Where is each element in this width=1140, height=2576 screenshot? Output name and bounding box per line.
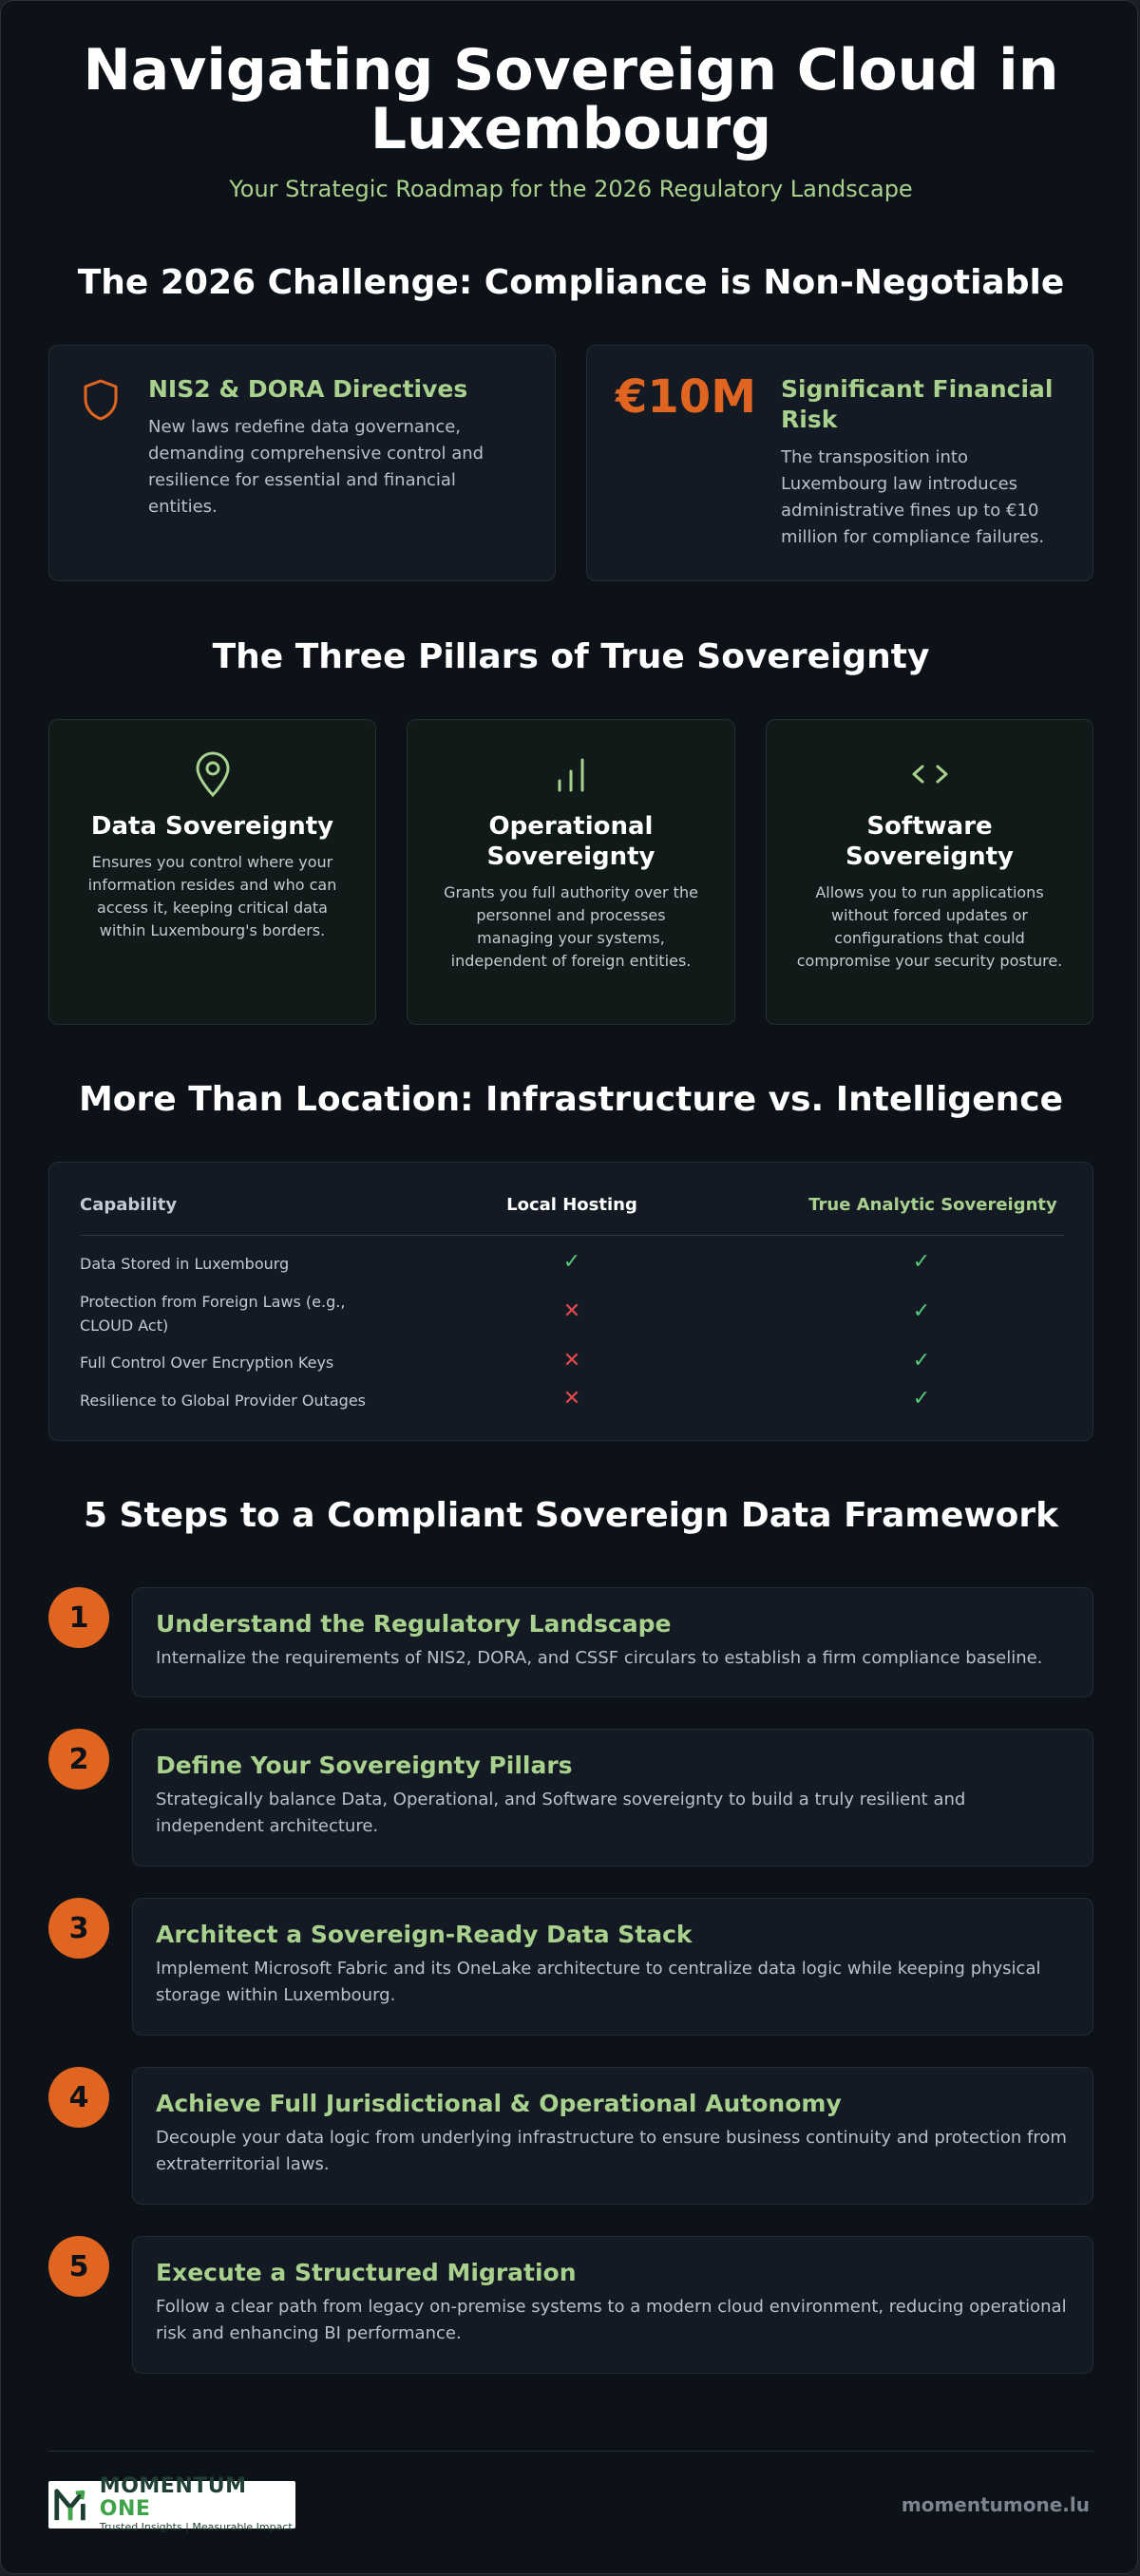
pillar-data-sovereignty bbox=[48, 719, 376, 1025]
comparison-heading: More Than Location: Infrastructure vs. Intelligence bbox=[78, 1080, 1064, 1119]
check-icon: ✓ bbox=[912, 1250, 931, 1274]
card-text: New laws redefine data governance, demanding comprehensive control and resilience for essential and financial entities. bbox=[148, 417, 484, 517]
check-icon: ✓ bbox=[562, 1250, 581, 1274]
pillar-title: Software Sovereignty bbox=[845, 812, 1015, 871]
cross-icon: ✕ bbox=[562, 1387, 581, 1411]
page-title: Navigating Sovereign Cloud in Luxembourg bbox=[83, 37, 1059, 162]
table-row bbox=[80, 1290, 1064, 1343]
step-card bbox=[132, 2067, 1093, 2205]
code-icon bbox=[767, 750, 1092, 800]
step-card bbox=[132, 1898, 1093, 2036]
row-capability: Full Control Over Encryption Keys bbox=[80, 1354, 334, 1372]
step-number-badge: 4 bbox=[48, 2067, 109, 2128]
card-title: Significant Financial Risk bbox=[781, 375, 1054, 433]
step-card bbox=[132, 2236, 1093, 2374]
column-header-local-hosting: Local Hosting bbox=[506, 1195, 637, 1215]
pillar-title: Operational Sovereignty bbox=[486, 812, 656, 871]
step-title: Achieve Full Jurisdictional & Operational Autonomy bbox=[156, 2090, 842, 2117]
pillar-software-sovereignty bbox=[766, 719, 1093, 1025]
cross-icon: ✕ bbox=[562, 1299, 581, 1323]
financial-risk-card bbox=[586, 345, 1093, 581]
step-card bbox=[132, 1587, 1093, 1697]
pillar-text: Ensures you control where your information resides and who can access it, keeping critical data within Luxembourg's borders. bbox=[87, 853, 337, 939]
step-number-badge: 5 bbox=[48, 2236, 109, 2297]
fine-amount: €10M bbox=[616, 370, 756, 424]
bar-chart-icon bbox=[408, 750, 734, 800]
steps-heading: 5 Steps to a Compliant Sovereign Data Framework bbox=[83, 1496, 1059, 1535]
logo-name bbox=[100, 2475, 295, 2521]
footer-divider bbox=[48, 2451, 1093, 2452]
table-row bbox=[80, 1389, 1064, 1417]
table-row bbox=[80, 1252, 1064, 1280]
pillar-title: Data Sovereignty bbox=[90, 812, 334, 841]
logo-name-a: MOMENTUM bbox=[99, 2474, 247, 2498]
row-capability: Resilience to Global Provider Outages bbox=[80, 1392, 367, 1410]
cross-icon: ✕ bbox=[562, 1349, 581, 1373]
website-link[interactable]: momentumone.lu bbox=[901, 2493, 1090, 2516]
step-number-badge: 2 bbox=[48, 1729, 109, 1790]
location-pin-icon bbox=[49, 750, 375, 800]
step-text: Follow a clear path from legacy on-premise systems to a modern cloud environment, reducing operational risk and enhancing BI performance. bbox=[156, 2297, 1067, 2343]
check-icon: ✓ bbox=[912, 1299, 931, 1323]
step-title: Execute a Structured Migration bbox=[156, 2259, 577, 2286]
step-number-badge: 1 bbox=[48, 1587, 109, 1648]
shield-icon bbox=[82, 378, 120, 426]
column-header-capability: Capability bbox=[80, 1195, 178, 1215]
step-card bbox=[132, 1729, 1093, 1866]
step-title: Define Your Sovereignty Pillars bbox=[156, 1752, 573, 1779]
page-subtitle: Your Strategic Roadmap for the 2026 Regulatory Landscape bbox=[229, 176, 913, 202]
step-number-badge: 3 bbox=[48, 1898, 109, 1959]
step-text: Decouple your data logic from underlying infrastructure to ensure business continuity and protection from extraterritorial laws. bbox=[156, 2128, 1067, 2174]
challenge-heading: The 2026 Challenge: Compliance is Non-Negotiable bbox=[77, 263, 1065, 302]
nis2-dora-card bbox=[48, 345, 556, 581]
check-icon: ✓ bbox=[912, 1349, 931, 1373]
row-capability: Data Stored in Luxembourg bbox=[80, 1255, 290, 1273]
step-title: Understand the Regulatory Landscape bbox=[156, 1610, 672, 1638]
pillar-text: Allows you to run applications without forced updates or configurations that could compromise your security posture. bbox=[796, 883, 1063, 970]
column-header-true-sovereignty: True Analytic Sovereignty bbox=[808, 1195, 1057, 1215]
step-text: Implement Microsoft Fabric and its OneLake architecture to centralize data logic while keeping physical storage within Luxembourg. bbox=[156, 1959, 1041, 2005]
pillar-text: Grants you full authority over the personnel and processes managing your systems, independent of foreign entities. bbox=[444, 883, 698, 970]
logo-name-b: ONE bbox=[99, 2497, 151, 2521]
momentum-one-logo bbox=[48, 2474, 295, 2533]
momentum-logo-mark-icon bbox=[52, 2483, 94, 2527]
card-title: NIS2 & DORA Directives bbox=[148, 375, 468, 403]
row-capability: Protection from Foreign Laws (e.g., CLOUD Act) bbox=[80, 1293, 346, 1335]
card-text: The transposition into Luxembourg law introduces administrative fines up to €10 million for compliance failures. bbox=[781, 447, 1045, 547]
step-text: Internalize the requirements of NIS2, DORA, and CSSF circulars to establish a firm compliance baseline. bbox=[156, 1648, 1043, 1668]
logo-tagline: Trusted Insights | Measurable Impact bbox=[99, 2521, 293, 2533]
check-icon: ✓ bbox=[912, 1387, 931, 1411]
pillar-operational-sovereignty bbox=[407, 719, 735, 1025]
step-text: Strategically balance Data, Operational, and Software sovereignty to build a truly resilient and independent architecture. bbox=[156, 1790, 966, 1836]
step-title: Architect a Sovereign-Ready Data Stack bbox=[156, 1921, 693, 1948]
table-row bbox=[80, 1351, 1064, 1379]
table-divider bbox=[80, 1235, 1064, 1236]
comparison-table bbox=[48, 1162, 1093, 1441]
pillars-heading: The Three Pillars of True Sovereignty bbox=[212, 637, 930, 676]
